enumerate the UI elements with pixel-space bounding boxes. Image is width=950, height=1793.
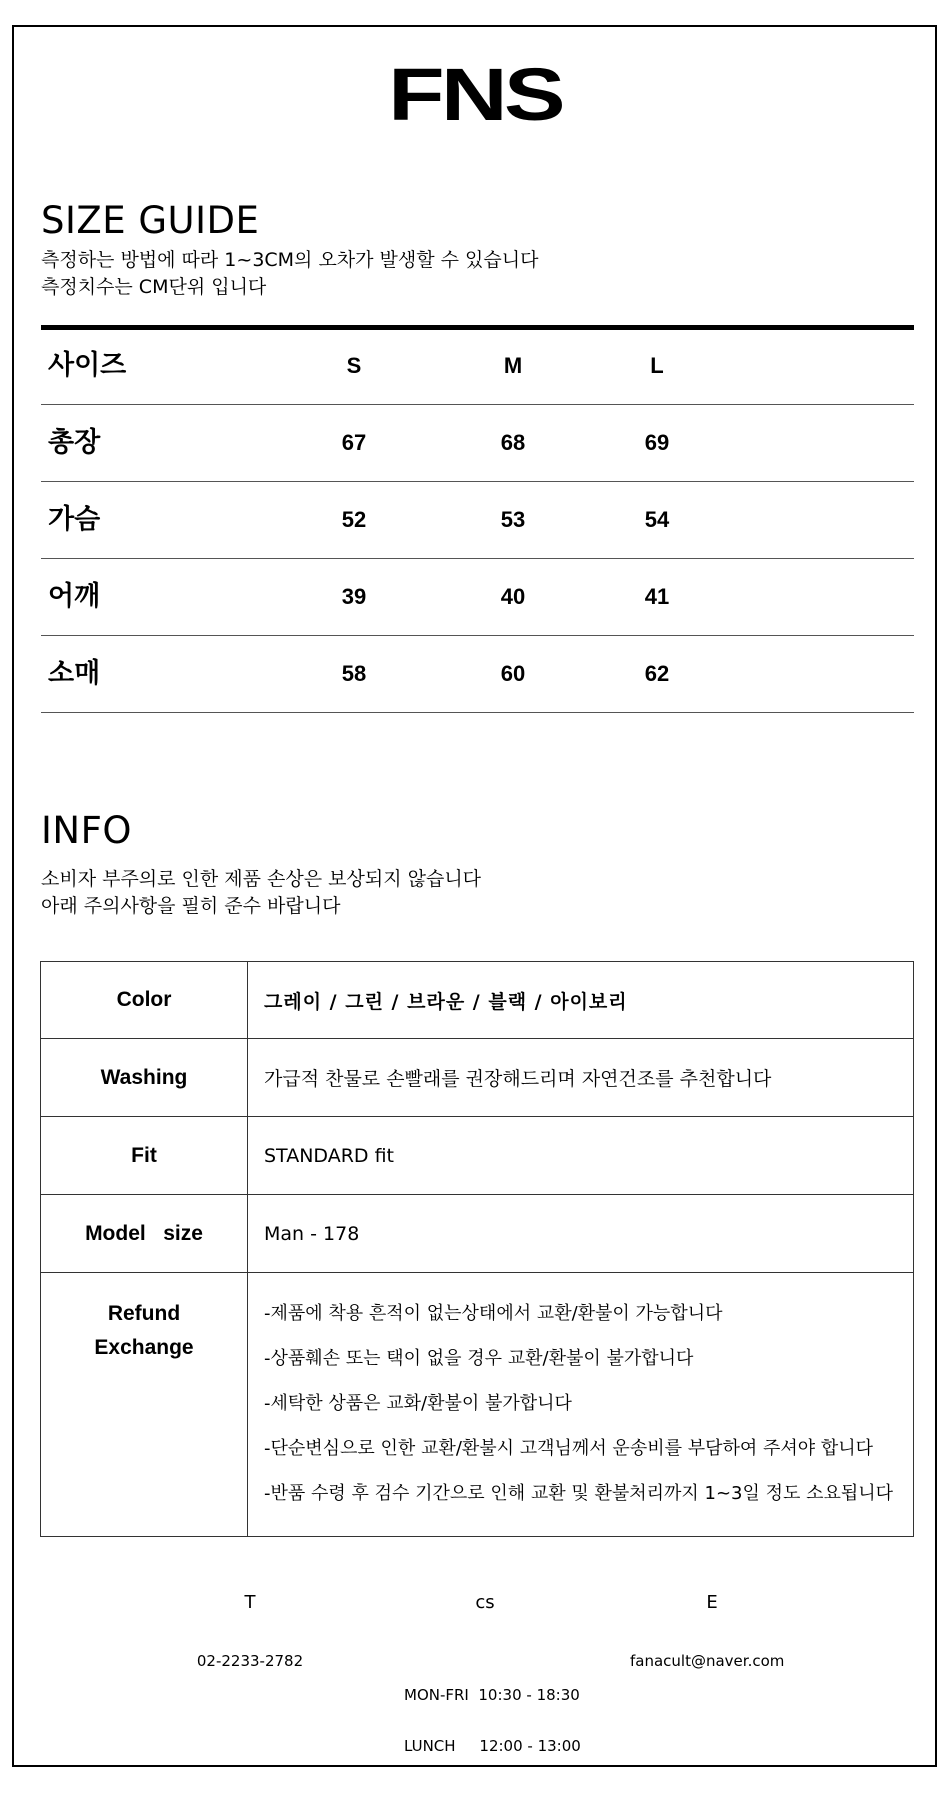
value-m: 60 (500, 661, 526, 686)
value-m: 40 (500, 584, 526, 609)
size-note: 측정치수는 CM단위 입니다 (41, 276, 267, 298)
info-title: INFO (41, 809, 132, 852)
refund-policy-item: -반품 수령 후 검수 기간으로 인해 교환 및 환불처리까지 1~3일 정도 소요됩니다 (264, 1483, 894, 1504)
refund-policy-item: -단순변심으로 인한 교환/환불시 고객님께서 운송비를 부담하여 주셔야 합니다 (264, 1438, 874, 1459)
size-row-sleeve (41, 636, 914, 712)
row-label: 총장 (48, 427, 101, 458)
info-table (40, 961, 914, 1537)
model-size-value: Man - 178 (248, 1195, 914, 1273)
value-s: 67 (341, 430, 367, 455)
value-m: 53 (500, 507, 526, 532)
fit-value: STANDARD fit (248, 1117, 914, 1195)
refund-label (41, 1273, 248, 1537)
value-m: 68 (500, 430, 526, 455)
footer-e-label: E (706, 1592, 718, 1613)
footer-hours-lunch: LUNCH 12:00 - 13:00 (404, 1737, 581, 1755)
refund-policy-item: -세탁한 상품은 교화/환불이 불가합니다 (264, 1393, 572, 1414)
size-row-chest (41, 482, 914, 558)
size-guide-title: SIZE GUIDE (41, 199, 260, 242)
footer-t-label: T (244, 1592, 256, 1613)
refund-policy-list (248, 1273, 914, 1537)
refund-policy-item: -제품에 착용 흔적이 없는상태에서 교환/환불이 가능합니다 (264, 1303, 723, 1324)
refund-policy-item: -상품훼손 또는 택이 없을 경우 교환/환불이 불가합니다 (264, 1348, 694, 1369)
info-row-refund (41, 1273, 914, 1537)
fit-label: Fit (41, 1117, 248, 1195)
row-label: 어깨 (48, 581, 101, 612)
info-row-washing (41, 1039, 914, 1117)
info-notes (41, 866, 481, 920)
value-l: 54 (644, 507, 670, 532)
value-l: 41 (644, 584, 670, 609)
size-guide-notes (41, 247, 538, 301)
info-note: 아래 주의사항을 필히 준수 바랍니다 (41, 895, 341, 917)
value-l: 62 (644, 661, 670, 686)
row-label: 소매 (48, 658, 101, 689)
info-row-fit (41, 1117, 914, 1195)
info-note: 소비자 부주의로 인한 제품 손상은 보상되지 않습니다 (41, 868, 482, 890)
size-header-row (41, 328, 914, 404)
size-row-length (41, 405, 914, 481)
info-row-model-size (41, 1195, 914, 1273)
model-size-label: Model size (41, 1195, 248, 1273)
size-row-shoulder (41, 559, 914, 635)
refund-label-line: Refund (107, 1302, 181, 1325)
color-label: Color (41, 962, 248, 1039)
value-s: 58 (341, 661, 367, 686)
footer-hours-weekday: MON-FRI 10:30 - 18:30 (404, 1686, 580, 1704)
value-s: 39 (341, 584, 367, 609)
exchange-label-line: Exchange (94, 1336, 194, 1359)
color-value: 그레이 / 그린 / 브라운 / 블랙 / 아이보리 (248, 962, 914, 1039)
size-m-header: M (503, 353, 523, 378)
size-l-header: L (650, 353, 664, 378)
washing-label: Washing (41, 1039, 248, 1117)
brand-logo: FNS (388, 53, 562, 136)
footer-phone: 02-2233-2782 (196, 1652, 304, 1670)
size-s-header: S (346, 353, 362, 378)
footer-email[interactable]: fanacult@naver.com (630, 1652, 785, 1670)
value-l: 69 (644, 430, 670, 455)
size-header-label: 사이즈 (48, 350, 127, 381)
row-label: 가슴 (48, 504, 101, 535)
row-divider (41, 712, 914, 713)
value-s: 52 (341, 507, 367, 532)
footer-cs-label: cs (475, 1592, 495, 1613)
info-row-color (41, 962, 914, 1039)
footer-hours (404, 1653, 604, 1772)
washing-value: 가급적 찬물로 손빨래를 권장해드리며 자연건조를 추천합니다 (248, 1039, 914, 1117)
size-note: 측정하는 방법에 따라 1~3CM의 오차가 발생할 수 있습니다 (41, 249, 539, 271)
